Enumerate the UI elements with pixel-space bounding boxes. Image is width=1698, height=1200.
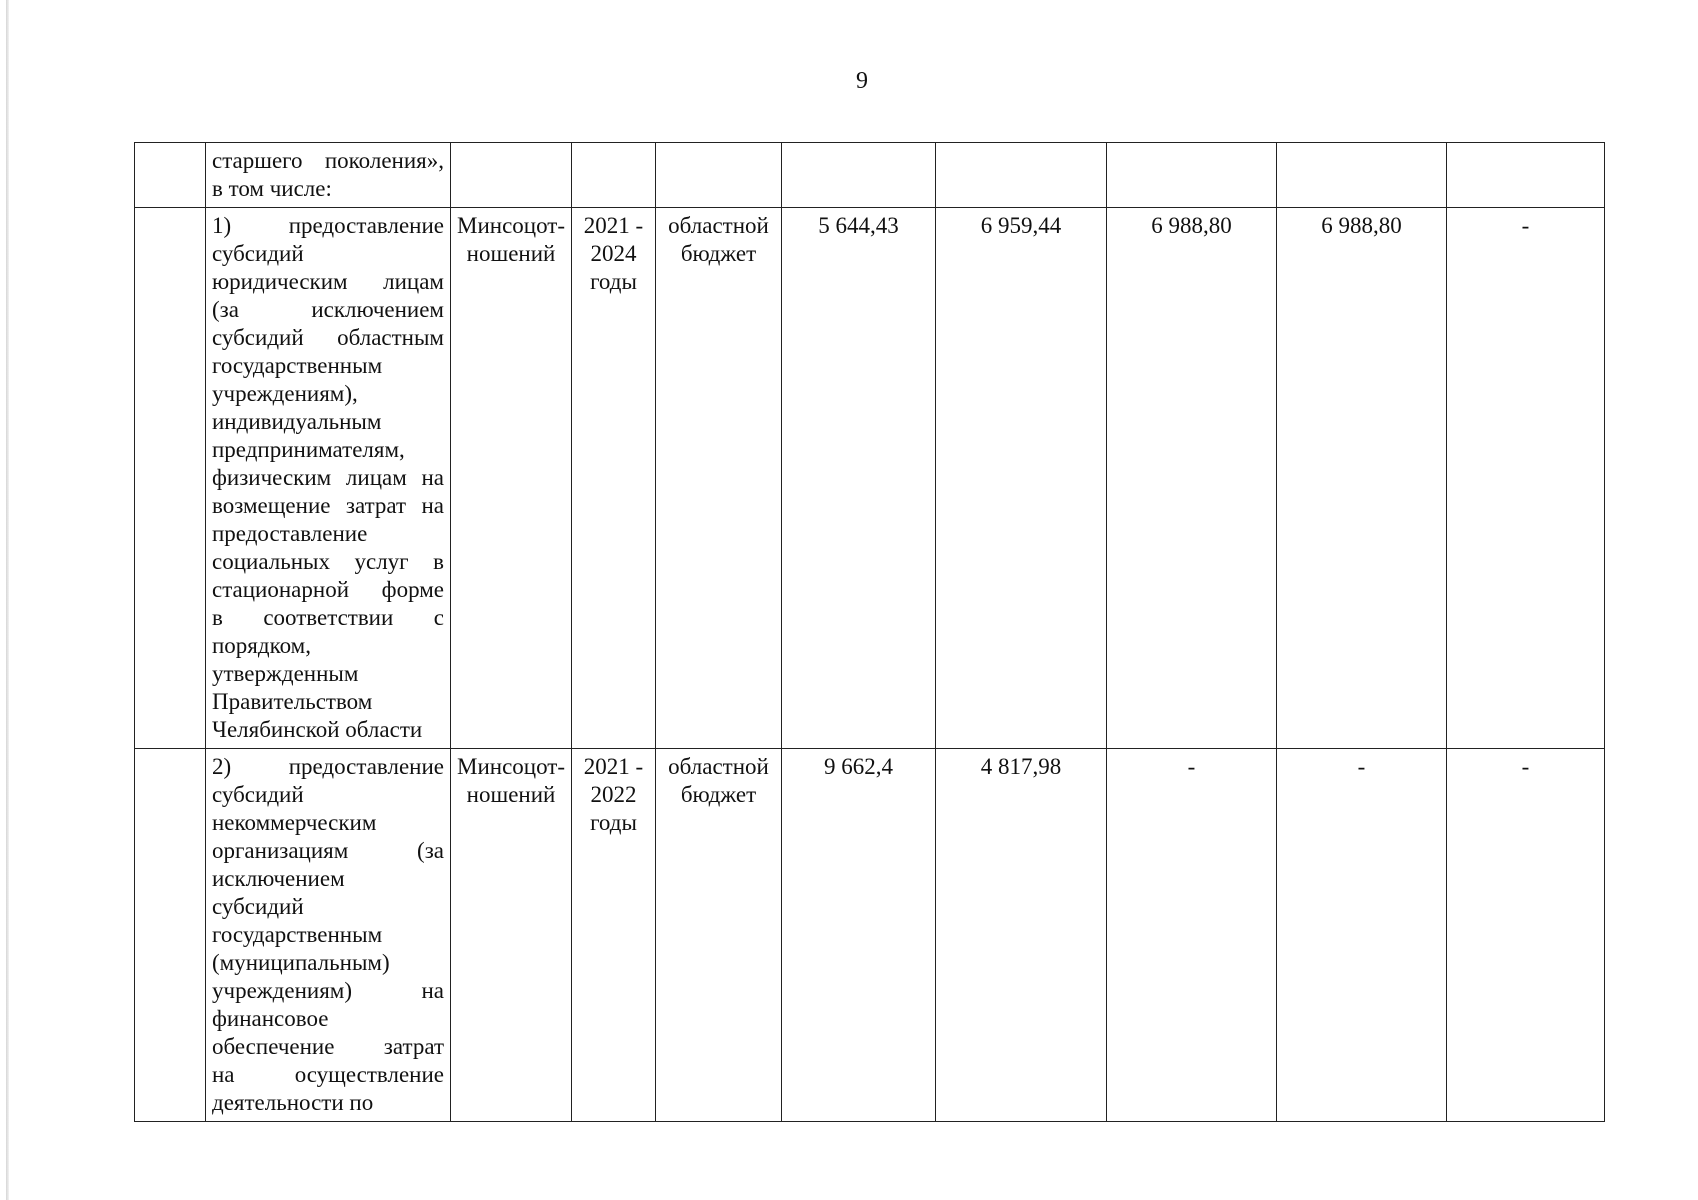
cell-text-line: годы bbox=[590, 269, 637, 294]
cell-text-line: субсидий bbox=[212, 894, 304, 919]
cell-text-line: субсидий bbox=[212, 241, 304, 266]
cell-text-line: возмещение затрат на bbox=[212, 493, 444, 518]
cell-text-line: государственным bbox=[212, 353, 383, 378]
row-number-cell bbox=[135, 749, 206, 1122]
cell-text-line: 2) предоставление bbox=[212, 754, 444, 779]
cell-text-line: ношений bbox=[466, 241, 556, 266]
cell-text-line: 2022 bbox=[590, 782, 637, 807]
cell-text-line: субсидий bbox=[212, 782, 304, 807]
cell-text-line: юридическим лицам bbox=[212, 269, 444, 294]
cell-text-line: в соответствии с bbox=[212, 605, 444, 630]
cell-text-line: деятельности по bbox=[212, 1090, 374, 1115]
event-name-cell bbox=[206, 208, 451, 749]
cell-text-line: порядком, bbox=[212, 633, 311, 658]
cell-text-line: 2021 - bbox=[583, 213, 644, 238]
cell-text-line: обеспечение затрат bbox=[212, 1034, 444, 1059]
cell-text-line: ношений bbox=[466, 782, 556, 807]
cell-text-line: Правительством bbox=[212, 689, 373, 714]
scan-edge bbox=[6, 0, 9, 1200]
table-row bbox=[135, 143, 1605, 208]
cell-text-line: (муниципальным) bbox=[212, 950, 390, 975]
cell-text-line: учреждениям) на bbox=[212, 978, 444, 1003]
funding-source-cell bbox=[656, 143, 782, 208]
amount-cell: - bbox=[1107, 749, 1277, 1122]
cell-text-line: утвержденным bbox=[212, 661, 359, 686]
cell-text-line: областной bbox=[668, 754, 769, 779]
amount-cell bbox=[1277, 143, 1447, 208]
amount-cell bbox=[1107, 143, 1277, 208]
amount-cell bbox=[782, 143, 936, 208]
cell-text-line: субсидий областным bbox=[212, 325, 444, 350]
amount-cell: - bbox=[1447, 749, 1605, 1122]
amount-cell: 9 662,4 bbox=[782, 749, 936, 1122]
amount-cell: 5 644,43 bbox=[782, 208, 936, 749]
budget-table bbox=[134, 142, 1605, 1122]
cell-text-line: на осуществление bbox=[212, 1062, 444, 1087]
amount-cell: 6 959,44 bbox=[936, 208, 1107, 749]
cell-text-line: 2021 - bbox=[583, 754, 644, 779]
cell-text-line: предпринимателям, bbox=[212, 437, 405, 462]
cell-text-line: старшего поколения», bbox=[212, 148, 444, 173]
cell-text-line: бюджет bbox=[680, 241, 757, 266]
period-cell bbox=[572, 143, 656, 208]
amount-cell: - bbox=[1277, 749, 1447, 1122]
cell-text-line: стационарной форме bbox=[212, 577, 444, 602]
cell-text-line: финансовое bbox=[212, 1006, 329, 1031]
funding-source-cell bbox=[656, 749, 782, 1122]
cell-text-line: 1) предоставление bbox=[212, 213, 444, 238]
table-row bbox=[135, 208, 1605, 749]
executor-cell bbox=[451, 143, 572, 208]
amount-cell bbox=[936, 143, 1107, 208]
period-cell bbox=[572, 208, 656, 749]
page-number: 9 bbox=[856, 68, 868, 94]
cell-text-line: (за исключением bbox=[212, 297, 444, 322]
cell-text-line: годы bbox=[590, 810, 637, 835]
cell-text-line: бюджет bbox=[680, 782, 757, 807]
amount-cell bbox=[1447, 143, 1605, 208]
cell-text-line: учреждениям), bbox=[212, 381, 358, 406]
cell-text-line: государственным bbox=[212, 922, 383, 947]
funding-source-cell bbox=[656, 208, 782, 749]
cell-text-line: организациям (за bbox=[212, 838, 444, 863]
amount-cell: 6 988,80 bbox=[1107, 208, 1277, 749]
cell-text-line: некоммерческим bbox=[212, 810, 377, 835]
amount-cell: 6 988,80 bbox=[1277, 208, 1447, 749]
period-cell bbox=[572, 749, 656, 1122]
cell-text-line: исключением bbox=[212, 866, 345, 891]
cell-text-line: областной bbox=[668, 213, 769, 238]
amount-cell: - bbox=[1447, 208, 1605, 749]
amount-cell: 4 817,98 bbox=[936, 749, 1107, 1122]
row-number-cell bbox=[135, 143, 206, 208]
cell-text-line: 2024 bbox=[590, 241, 637, 266]
table-row bbox=[135, 749, 1605, 1122]
executor-cell bbox=[451, 208, 572, 749]
cell-text-line: Минсоцот- bbox=[457, 754, 565, 779]
executor-cell bbox=[451, 749, 572, 1122]
event-name-cell bbox=[206, 749, 451, 1122]
cell-text-line: индивидуальным bbox=[212, 409, 382, 434]
cell-text-line: предоставление bbox=[212, 521, 368, 546]
row-number-cell bbox=[135, 208, 206, 749]
cell-text-line: Челябинской области bbox=[212, 717, 423, 742]
cell-text-line: социальных услуг в bbox=[212, 549, 444, 574]
event-name-cell bbox=[206, 143, 451, 208]
cell-text-line: Минсоцот- bbox=[457, 213, 565, 238]
cell-text-line: физическим лицам на bbox=[212, 465, 444, 490]
cell-text-line: в том числе: bbox=[212, 176, 332, 201]
